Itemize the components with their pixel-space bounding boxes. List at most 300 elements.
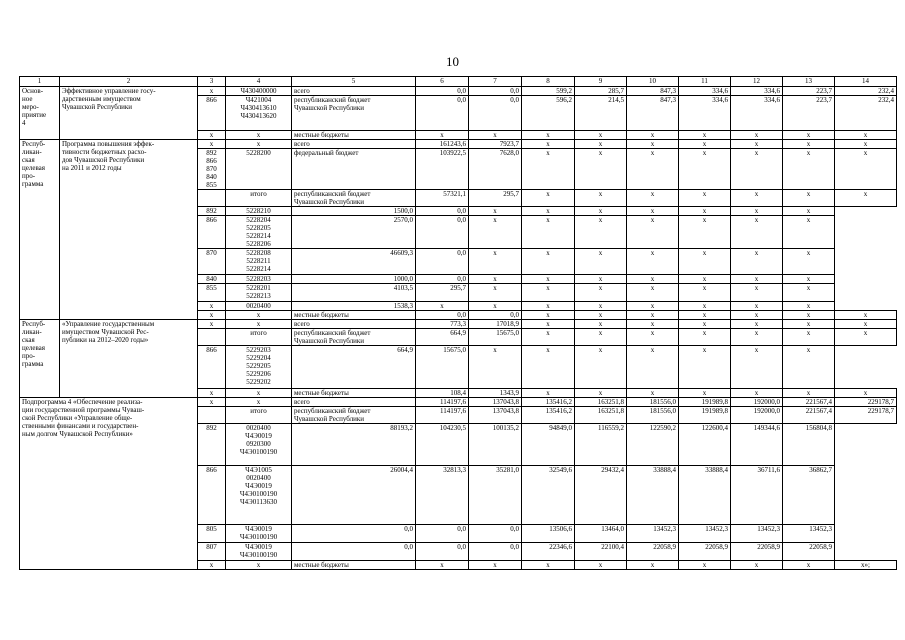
value-cell: 88193,2 xyxy=(292,424,416,466)
value-cell: x xyxy=(522,207,575,216)
value-cell: 26004,4 xyxy=(292,466,416,525)
value-cell: x xyxy=(469,284,522,302)
value-cell: x xyxy=(627,320,679,329)
value-cell: 46609,3 xyxy=(292,249,416,275)
value-cell: 0,0 xyxy=(469,311,522,320)
budget-table xyxy=(19,76,897,570)
value-cell: x xyxy=(575,302,627,311)
value-cell: 4103,5 xyxy=(292,284,416,302)
value-cell: x xyxy=(575,329,627,346)
value-cell: 33888,4 xyxy=(627,466,679,525)
value-cell: 232,4 xyxy=(835,87,897,96)
value-cell: 847,3 xyxy=(627,96,679,131)
funding-source: республиканский бюджет Чувашской Республики xyxy=(292,190,416,207)
row-group-label: Основ- ное меро- приятие 4 xyxy=(20,87,60,140)
value-cell: 163251,8 xyxy=(575,398,627,407)
value-cell: x xyxy=(783,149,835,190)
row-group-label: Респуб- ликан- ская целевая про- грамма xyxy=(20,140,60,320)
value-cell: 13452,3 xyxy=(731,525,783,543)
value-cell: 599,2 xyxy=(522,87,575,96)
value-cell: 15675,0 xyxy=(416,346,469,389)
value-cell: 156804,8 xyxy=(783,424,835,466)
value-cell: x xyxy=(783,346,835,389)
value-cell: x xyxy=(522,249,575,275)
budget-code: 5228203 xyxy=(226,275,292,284)
value-cell: 0,0 xyxy=(469,525,522,543)
value-cell: x xyxy=(469,216,522,249)
value-cell: 116559,2 xyxy=(575,424,627,466)
budget-code: 0020400 xyxy=(226,302,292,311)
value-cell: 163251,8 xyxy=(575,407,627,424)
value-cell: x xyxy=(679,149,731,190)
value-cell: 0,0 xyxy=(416,87,469,96)
budget-code: x xyxy=(226,398,292,407)
value-cell: 0,0 xyxy=(416,543,469,561)
value-cell: x xyxy=(416,302,469,311)
value-cell: 94849,0 xyxy=(522,424,575,466)
value-cell: x xyxy=(627,131,679,140)
value-cell: 664,9 xyxy=(416,329,469,346)
column-header-4: 4 xyxy=(226,77,292,87)
admin-code: 855 xyxy=(198,284,226,302)
admin-code: 866 xyxy=(198,466,226,525)
funding-source: республиканский бюджет Чувашской Республики xyxy=(292,407,416,424)
value-cell: x xyxy=(783,216,835,249)
value-cell: x xyxy=(679,249,731,275)
value-cell: x xyxy=(835,389,897,398)
budget-code: Ч4Э0019 Ч4Э0100190 xyxy=(226,543,292,561)
value-cell: 192000,0 xyxy=(731,398,783,407)
value-cell: 181556,0 xyxy=(627,407,679,424)
value-cell: 223,7 xyxy=(783,87,835,96)
admin-code: x xyxy=(198,389,226,398)
value-cell: x xyxy=(627,346,679,389)
value-cell: x xyxy=(679,140,731,149)
admin-code xyxy=(198,190,226,207)
value-cell: 22058,9 xyxy=(679,543,731,561)
value-cell: x xyxy=(679,561,731,570)
value-cell: x xyxy=(575,346,627,389)
funding-source: местные бюджеты xyxy=(292,561,416,570)
value-cell: x xyxy=(522,190,575,207)
value-cell: x xyxy=(522,302,575,311)
value-cell: 2570,0 xyxy=(292,216,416,249)
column-header-11: 11 xyxy=(679,77,731,87)
value-cell: 35281,0 xyxy=(469,466,522,525)
value-cell: 664,9 xyxy=(292,346,416,389)
value-cell: x xyxy=(522,216,575,249)
funding-source: местные бюджеты xyxy=(292,311,416,320)
column-header-5: 5 xyxy=(292,77,416,87)
value-cell: x xyxy=(835,311,897,320)
value-cell: 191989,8 xyxy=(679,398,731,407)
value-cell: 229178,7 xyxy=(835,398,897,407)
value-cell: 7628,0 xyxy=(469,149,522,190)
value-cell: x xyxy=(522,389,575,398)
budget-code: x xyxy=(226,131,292,140)
value-cell: 334,6 xyxy=(679,96,731,131)
value-cell: 1000,0 xyxy=(292,275,416,284)
value-cell: x xyxy=(575,190,627,207)
value-cell: x xyxy=(783,131,835,140)
budget-code: 5228200 xyxy=(226,149,292,190)
value-cell: x xyxy=(575,561,627,570)
value-cell: 57321,1 xyxy=(416,190,469,207)
value-cell: x xyxy=(416,561,469,570)
value-cell: x xyxy=(679,275,731,284)
value-cell: x xyxy=(627,190,679,207)
value-cell: 285,7 xyxy=(575,87,627,96)
value-cell: 104230,5 xyxy=(416,424,469,466)
value-cell: x xyxy=(731,275,783,284)
value-cell: x xyxy=(731,329,783,346)
value-cell: x xyxy=(731,284,783,302)
value-cell: x xyxy=(575,311,627,320)
value-cell: 334,6 xyxy=(731,87,783,96)
value-cell: x xyxy=(731,561,783,570)
value-cell: 135416,2 xyxy=(522,398,575,407)
value-cell: 773,3 xyxy=(416,320,469,329)
budget-code: Ч421004 Ч430413610 Ч430413620 xyxy=(226,96,292,131)
value-cell: 0,0 xyxy=(469,96,522,131)
value-cell: x xyxy=(627,389,679,398)
value-cell: x xyxy=(522,311,575,320)
value-cell: x xyxy=(416,131,469,140)
value-cell: x xyxy=(783,389,835,398)
admin-code: 866 xyxy=(198,216,226,249)
value-cell: x xyxy=(627,140,679,149)
value-cell: 13452,3 xyxy=(679,525,731,543)
admin-code: x xyxy=(198,311,226,320)
value-cell: x xyxy=(783,275,835,284)
value-cell: x xyxy=(575,149,627,190)
value-cell: 0,0 xyxy=(416,311,469,320)
value-cell: x xyxy=(731,140,783,149)
value-cell: 295,7 xyxy=(416,284,469,302)
value-cell: x xyxy=(575,275,627,284)
value-cell: x xyxy=(731,216,783,249)
column-header-12: 12 xyxy=(731,77,783,87)
budget-code: 5229203 5229204 5229205 5229206 5229202 xyxy=(226,346,292,389)
budget-code: 0020400 Ч4Э0019 0920300 Ч4Э0100190 xyxy=(226,424,292,466)
value-cell: 114197,6 xyxy=(416,407,469,424)
value-cell: 114197,6 xyxy=(416,398,469,407)
budget-code: x xyxy=(226,311,292,320)
value-cell: x xyxy=(627,149,679,190)
value-cell: 229178,7 xyxy=(835,407,897,424)
value-cell: 103922,5 xyxy=(416,149,469,190)
budget-code: 5228208 5228211 5228214 xyxy=(226,249,292,275)
value-cell: 0,0 xyxy=(292,525,416,543)
admin-code: 866 xyxy=(198,96,226,131)
value-cell: x xyxy=(679,346,731,389)
table-row xyxy=(20,398,897,407)
value-cell: 22058,9 xyxy=(731,543,783,561)
column-header-9: 9 xyxy=(575,77,627,87)
row-group-label: Респуб- ликан- ская целевая про- грамма xyxy=(20,320,60,398)
value-cell: x xyxy=(522,561,575,570)
funding-source: всего xyxy=(292,398,416,407)
value-cell: x xyxy=(731,149,783,190)
value-cell: 15675,0 xyxy=(469,329,522,346)
value-cell: 221567,4 xyxy=(783,407,835,424)
value-cell: x xyxy=(679,284,731,302)
table-row xyxy=(20,87,897,96)
value-cell: x xyxy=(627,284,679,302)
value-cell: 334,6 xyxy=(731,96,783,131)
value-cell: x xyxy=(627,207,679,216)
budget-code: x xyxy=(226,561,292,570)
value-cell: x xyxy=(522,149,575,190)
value-cell: 847,3 xyxy=(627,87,679,96)
value-cell: x xyxy=(469,249,522,275)
value-cell: 13506,6 xyxy=(522,525,575,543)
value-cell: 0,0 xyxy=(416,525,469,543)
funding-source: всего xyxy=(292,320,416,329)
value-cell: x xyxy=(627,329,679,346)
admin-code xyxy=(198,329,226,346)
value-cell: x xyxy=(679,329,731,346)
value-cell: x xyxy=(679,320,731,329)
funding-source: местные бюджеты xyxy=(292,131,416,140)
admin-code: 870 xyxy=(198,249,226,275)
value-cell: 13452,3 xyxy=(627,525,679,543)
value-cell: x xyxy=(783,320,835,329)
value-cell: 7923,7 xyxy=(469,140,522,149)
value-cell: x xyxy=(731,389,783,398)
value-cell: x xyxy=(679,216,731,249)
table-row xyxy=(20,320,897,329)
value-cell: 22058,9 xyxy=(783,543,835,561)
value-cell: x»; xyxy=(835,561,897,570)
value-cell: x xyxy=(679,131,731,140)
admin-code: x xyxy=(198,561,226,570)
column-header-10: 10 xyxy=(627,77,679,87)
value-cell: x xyxy=(783,140,835,149)
value-cell: x xyxy=(575,140,627,149)
value-cell: x xyxy=(679,207,731,216)
admin-code: 866 xyxy=(198,346,226,389)
value-cell: x xyxy=(731,346,783,389)
value-cell: 149344,6 xyxy=(731,424,783,466)
value-cell: 1538,3 xyxy=(292,302,416,311)
value-cell: 161243,6 xyxy=(416,140,469,149)
column-header-7: 7 xyxy=(469,77,522,87)
value-cell: x xyxy=(731,249,783,275)
admin-code: 807 xyxy=(198,543,226,561)
value-cell: x xyxy=(679,389,731,398)
value-cell: x xyxy=(679,302,731,311)
budget-code: x xyxy=(226,389,292,398)
value-cell: x xyxy=(522,140,575,149)
value-cell: x xyxy=(469,131,522,140)
value-cell: 135416,2 xyxy=(522,407,575,424)
value-cell: 108,4 xyxy=(416,389,469,398)
value-cell: 221567,4 xyxy=(783,398,835,407)
column-header-8: 8 xyxy=(522,77,575,87)
value-cell: x xyxy=(783,329,835,346)
value-cell: 22346,6 xyxy=(522,543,575,561)
value-cell: x xyxy=(469,302,522,311)
value-cell: x xyxy=(835,149,897,190)
budget-code: итого xyxy=(226,329,292,346)
value-cell: 22058,9 xyxy=(627,543,679,561)
value-cell: x xyxy=(835,140,897,149)
value-cell: x xyxy=(522,329,575,346)
value-cell: 0,0 xyxy=(416,207,469,216)
value-cell: x xyxy=(575,207,627,216)
value-cell: x xyxy=(627,311,679,320)
value-cell: x xyxy=(522,284,575,302)
budget-code: Ч4Э0019 Ч4Э0100190 xyxy=(226,525,292,543)
value-cell: x xyxy=(522,320,575,329)
value-cell: x xyxy=(679,190,731,207)
value-cell: 36862,7 xyxy=(783,466,835,525)
value-cell: x xyxy=(783,190,835,207)
admin-code xyxy=(198,407,226,424)
value-cell: x xyxy=(835,190,897,207)
subprogram-title: Подпрограмма 4 «Обеспечение реализа- ции государственной программы Чуваш- ской Республики «Управление обще- ственными финансами и государствен- ным долгом Чувашской Республики» xyxy=(20,398,198,570)
column-header-14: 14 xyxy=(835,77,897,87)
funding-source: всего xyxy=(292,140,416,149)
value-cell: 0,0 xyxy=(416,96,469,131)
funding-source: всего xyxy=(292,87,416,96)
value-cell: x xyxy=(575,320,627,329)
funding-source: республиканский бюджет Чувашской Республики xyxy=(292,329,416,346)
value-cell: 122590,2 xyxy=(627,424,679,466)
admin-code: 840 xyxy=(198,275,226,284)
value-cell: 137043,8 xyxy=(469,407,522,424)
value-cell: 1343,9 xyxy=(469,389,522,398)
value-cell: x xyxy=(731,311,783,320)
budget-code: итого xyxy=(226,190,292,207)
admin-code: x xyxy=(198,398,226,407)
value-cell: 137043,8 xyxy=(469,398,522,407)
value-cell: 22100,4 xyxy=(575,543,627,561)
value-cell: x xyxy=(627,249,679,275)
value-cell: x xyxy=(469,275,522,284)
value-cell: x xyxy=(575,389,627,398)
value-cell: x xyxy=(627,216,679,249)
value-cell: 122600,4 xyxy=(679,424,731,466)
column-header-6: 6 xyxy=(416,77,469,87)
value-cell: 334,6 xyxy=(679,87,731,96)
value-cell: 32813,3 xyxy=(416,466,469,525)
value-cell: 1500,0 xyxy=(292,207,416,216)
value-cell: 32549,6 xyxy=(522,466,575,525)
admin-code: x xyxy=(198,302,226,311)
value-cell: x xyxy=(731,320,783,329)
column-header-13: 13 xyxy=(783,77,835,87)
value-cell: 0,0 xyxy=(292,543,416,561)
admin-code: x xyxy=(198,140,226,149)
value-cell: 192000,0 xyxy=(731,407,783,424)
budget-code: Ч4Э1005 0020400 Ч4Э0019 Ч4Э0100190 Ч4Э0113630 xyxy=(226,466,292,525)
admin-code: 892 866 870 840 855 xyxy=(198,149,226,190)
value-cell: x xyxy=(627,302,679,311)
value-cell: 596,2 xyxy=(522,96,575,131)
budget-code: Ч430400000 xyxy=(226,87,292,96)
value-cell: 33888,4 xyxy=(679,466,731,525)
column-header-3: 3 xyxy=(198,77,226,87)
value-cell: x xyxy=(575,284,627,302)
admin-code: 892 xyxy=(198,207,226,216)
admin-code: x xyxy=(198,87,226,96)
value-cell: x xyxy=(627,275,679,284)
value-cell: x xyxy=(522,275,575,284)
budget-code: итого xyxy=(226,407,292,424)
value-cell: 13452,3 xyxy=(783,525,835,543)
value-cell: 13464,0 xyxy=(575,525,627,543)
budget-code: 5228210 xyxy=(226,207,292,216)
value-cell: x xyxy=(835,131,897,140)
column-header-1: 1 xyxy=(20,77,60,87)
value-cell: x xyxy=(783,302,835,311)
value-cell: 0,0 xyxy=(416,216,469,249)
value-cell: x xyxy=(835,329,897,346)
budget-code: 5228204 5228205 5228214 5228206 xyxy=(226,216,292,249)
value-cell: x xyxy=(731,302,783,311)
value-cell: 0,0 xyxy=(469,87,522,96)
column-header-2: 2 xyxy=(60,77,198,87)
value-cell: x xyxy=(783,249,835,275)
value-cell: x xyxy=(731,207,783,216)
budget-code: x xyxy=(226,140,292,149)
value-cell: x xyxy=(783,311,835,320)
value-cell: 36711,6 xyxy=(731,466,783,525)
admin-code: 805 xyxy=(198,525,226,543)
value-cell: 295,7 xyxy=(469,190,522,207)
funding-source: республиканский бюджет Чувашской Республики xyxy=(292,96,416,131)
row-group-title: Программа повышения эффек- тивности бюджетных расхо- дов Чувашской Республики на 2011 и 2012 годы xyxy=(60,140,198,320)
value-cell: x xyxy=(469,207,522,216)
value-cell: x xyxy=(783,561,835,570)
value-cell: 0,0 xyxy=(416,275,469,284)
funding-source: федеральный бюджет xyxy=(292,149,416,190)
value-cell: x xyxy=(679,311,731,320)
table-row xyxy=(20,140,897,149)
value-cell: 223,7 xyxy=(783,96,835,131)
value-cell: x xyxy=(783,207,835,216)
row-group-title: «Управление государственным имуществом Чувашской Рес- публики на 2012–2020 годы» xyxy=(60,320,198,398)
admin-code: x xyxy=(198,320,226,329)
value-cell: x xyxy=(522,131,575,140)
value-cell: 29432,4 xyxy=(575,466,627,525)
row-group-title: Эффективное управление госу- дарственным имуществом Чувашской Республики xyxy=(60,87,198,140)
value-cell: 214,5 xyxy=(575,96,627,131)
value-cell: x xyxy=(522,346,575,389)
page-number: 10 xyxy=(446,54,459,69)
funding-source: местные бюджеты xyxy=(292,389,416,398)
value-cell: x xyxy=(731,131,783,140)
budget-code: x xyxy=(226,320,292,329)
value-cell: 232,4 xyxy=(835,96,897,131)
budget-code: 5228201 5228213 xyxy=(226,284,292,302)
value-cell: x xyxy=(469,561,522,570)
value-cell: 181556,0 xyxy=(627,398,679,407)
value-cell: x xyxy=(575,216,627,249)
value-cell: 17018,9 xyxy=(469,320,522,329)
value-cell: x xyxy=(575,131,627,140)
value-cell: x xyxy=(835,320,897,329)
value-cell: 100135,2 xyxy=(469,424,522,466)
value-cell: x xyxy=(783,284,835,302)
value-cell: x xyxy=(575,249,627,275)
value-cell: 0,0 xyxy=(416,249,469,275)
admin-code: 892 xyxy=(198,424,226,466)
value-cell: 0,0 xyxy=(469,543,522,561)
value-cell: x xyxy=(731,190,783,207)
